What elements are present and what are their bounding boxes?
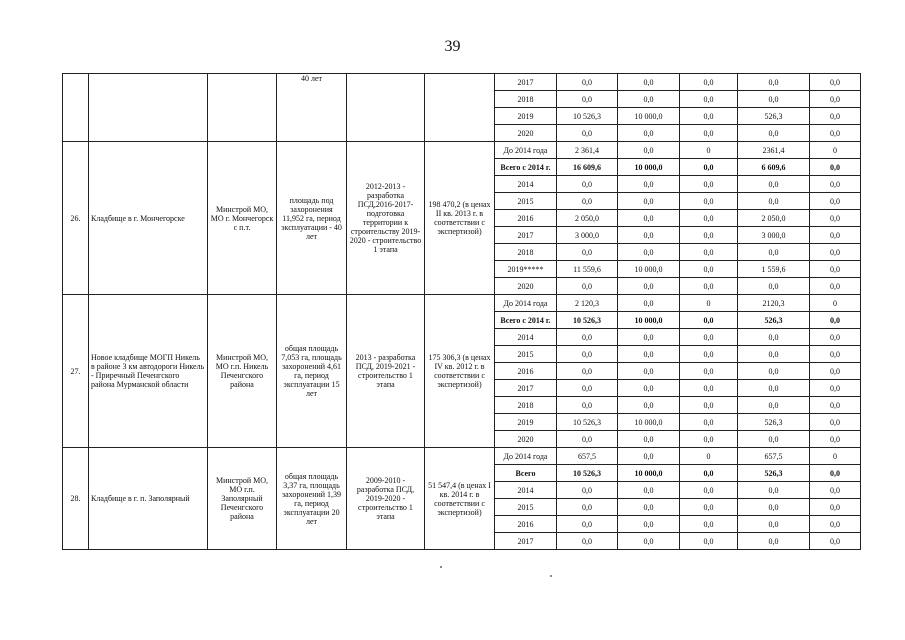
value-cell: 0,0	[680, 74, 738, 91]
value-cell: 16 609,6	[557, 159, 618, 176]
value-cell: 0,0	[680, 380, 738, 397]
row-label: 2016	[495, 363, 557, 380]
value-cell: 0,0	[810, 91, 861, 108]
value-cell: 3 000,0	[738, 227, 810, 244]
value-cell: 0,0	[680, 91, 738, 108]
row-label: 2014	[495, 176, 557, 193]
value-cell: 0,0	[810, 482, 861, 499]
value-cell: 0,0	[557, 431, 618, 448]
value-cell: 657,5	[738, 448, 810, 465]
value-cell: 526,3	[738, 312, 810, 329]
row-label: 2019	[495, 108, 557, 125]
value-cell: 0,0	[680, 533, 738, 550]
table-body	[63, 74, 861, 550]
value-cell: 0,0	[557, 74, 618, 91]
value-cell: 0	[680, 142, 738, 159]
value-cell: 0,0	[738, 244, 810, 261]
value-cell: 0,0	[618, 74, 680, 91]
value-cell: 526,3	[738, 108, 810, 125]
value-cell: 0,0	[810, 380, 861, 397]
row-label: 2019	[495, 414, 557, 431]
row-label: 2020	[495, 278, 557, 295]
value-cell: 0,0	[618, 142, 680, 159]
table-row	[63, 448, 861, 465]
value-cell: 6 609,6	[738, 159, 810, 176]
value-cell: 0,0	[810, 125, 861, 142]
value-cell: 0,0	[810, 414, 861, 431]
value-cell: 10 526,3	[557, 312, 618, 329]
row-label: 2015	[495, 193, 557, 210]
row-label: 2014	[495, 329, 557, 346]
value-cell: 0,0	[618, 397, 680, 414]
value-cell: 0,0	[810, 227, 861, 244]
value-cell: 0,0	[680, 125, 738, 142]
value-cell: 0,0	[557, 499, 618, 516]
value-cell: 0,0	[810, 176, 861, 193]
value-cell: 0,0	[810, 193, 861, 210]
value-cell: 0,0	[680, 465, 738, 482]
cost-cell	[425, 74, 495, 142]
value-cell: 0,0	[680, 482, 738, 499]
value-cell: 0,0	[738, 363, 810, 380]
value-cell: 0,0	[810, 533, 861, 550]
name-cell: Кладбище в г. Мончегорске	[89, 142, 208, 295]
number-cell: 27.	[63, 295, 89, 448]
row-label: 2019*****	[495, 261, 557, 278]
value-cell: 0,0	[680, 363, 738, 380]
row-label: 2018	[495, 244, 557, 261]
value-cell: 0,0	[738, 482, 810, 499]
value-cell: 10 000,0	[618, 261, 680, 278]
value-cell: 0,0	[680, 414, 738, 431]
table-row	[63, 142, 861, 159]
customer-cell: Минстрой МО, МО г. Мончегорск с п.т.	[208, 142, 277, 295]
row-label: 2017	[495, 533, 557, 550]
value-cell: 0,0	[810, 261, 861, 278]
value-cell: 0,0	[680, 227, 738, 244]
row-label: Всего	[495, 465, 557, 482]
value-cell: 0,0	[557, 125, 618, 142]
value-cell: 0,0	[810, 244, 861, 261]
value-cell: 0,0	[738, 193, 810, 210]
value-cell: 0,0	[738, 397, 810, 414]
value-cell: 0,0	[618, 448, 680, 465]
value-cell: 0,0	[618, 295, 680, 312]
value-cell: 10 000,0	[618, 108, 680, 125]
value-cell: 1 559,6	[738, 261, 810, 278]
value-cell: 0,0	[738, 176, 810, 193]
row-label: 2015	[495, 499, 557, 516]
value-cell: 0,0	[738, 74, 810, 91]
value-cell: 0,0	[618, 91, 680, 108]
name-cell: Кладбище в г. п. Заполярный	[89, 448, 208, 550]
capacity-cell: общая площадь 3,37 га, площадь захоронений 1,39 га, период эксплуатации 20 лет	[277, 448, 347, 550]
value-cell: 0,0	[810, 431, 861, 448]
value-cell: 0,0	[810, 159, 861, 176]
value-cell: 0,0	[618, 363, 680, 380]
value-cell: 0	[810, 295, 861, 312]
row-label: 2017	[495, 227, 557, 244]
value-cell: 0,0	[557, 329, 618, 346]
value-cell: 0,0	[618, 482, 680, 499]
value-cell: 0,0	[680, 193, 738, 210]
name-cell	[89, 74, 208, 142]
value-cell: 0,0	[557, 193, 618, 210]
capacity-cell: общая площадь 7,053 га, площадь захоронений 4,61 га, период эксплуатации 15 лет	[277, 295, 347, 448]
value-cell: 0,0	[680, 431, 738, 448]
value-cell: 0,0	[618, 227, 680, 244]
value-cell: 0	[680, 448, 738, 465]
value-cell: 0,0	[810, 499, 861, 516]
value-cell: 0,0	[680, 278, 738, 295]
value-cell: 657,5	[557, 448, 618, 465]
row-label: 2015	[495, 346, 557, 363]
page-number: 39	[444, 38, 461, 55]
value-cell: 0,0	[738, 516, 810, 533]
value-cell: 0,0	[618, 278, 680, 295]
value-cell: 0,0	[618, 499, 680, 516]
value-cell: 0,0	[810, 329, 861, 346]
row-label: 2017	[495, 380, 557, 397]
row-label: До 2014 года	[495, 142, 557, 159]
value-cell: 0,0	[810, 465, 861, 482]
cost-cell: 198 470,2 (в ценах II кв. 2013 г. в соответствии с экспертизой)	[425, 142, 495, 295]
value-cell: 0,0	[557, 516, 618, 533]
value-cell: 0,0	[680, 516, 738, 533]
value-cell: 0,0	[810, 210, 861, 227]
value-cell: 0,0	[680, 329, 738, 346]
value-cell: 0,0	[557, 482, 618, 499]
value-cell: 0,0	[618, 244, 680, 261]
value-cell: 11 559,6	[557, 261, 618, 278]
scan-speck	[550, 575, 552, 577]
value-cell: 0,0	[618, 193, 680, 210]
value-cell: 0	[680, 295, 738, 312]
value-cell: 10 000,0	[618, 465, 680, 482]
value-cell: 0,0	[618, 176, 680, 193]
value-cell: 0,0	[680, 244, 738, 261]
cost-cell: 175 306,3 (в ценах IV кв. 2012 г. в соответствии с экспертизой)	[425, 295, 495, 448]
value-cell: 0,0	[738, 278, 810, 295]
stages-cell: 2013 - разработка ПСД, 2019-2021 - строительство 1 этапа	[347, 295, 425, 448]
value-cell: 0,0	[810, 108, 861, 125]
customer-cell: Минстрой МО, МО г.п. Никель Печенгского района	[208, 295, 277, 448]
row-label: 2018	[495, 91, 557, 108]
number-cell	[63, 74, 89, 142]
row-label: До 2014 года	[495, 295, 557, 312]
customer-cell	[208, 74, 277, 142]
value-cell: 0,0	[680, 159, 738, 176]
capacity-cell: площадь под захоронения 11,952 га, период эксплуатации - 40 лет	[277, 142, 347, 295]
value-cell: 0,0	[738, 125, 810, 142]
value-cell: 10 000,0	[618, 414, 680, 431]
value-cell: 0,0	[680, 176, 738, 193]
row-label: Всего с 2014 г.	[495, 159, 557, 176]
value-cell: 0,0	[557, 244, 618, 261]
value-cell: 0	[810, 142, 861, 159]
value-cell: 0,0	[680, 108, 738, 125]
row-label: 2017	[495, 74, 557, 91]
value-cell: 0,0	[557, 91, 618, 108]
value-cell: 0,0	[810, 74, 861, 91]
value-cell: 0,0	[557, 533, 618, 550]
value-cell: 0,0	[557, 278, 618, 295]
value-cell: 10 526,3	[557, 414, 618, 431]
value-cell: 0,0	[680, 210, 738, 227]
value-cell: 0,0	[618, 346, 680, 363]
cost-cell: 51 547,4 (в ценах I кв. 2014 г. в соответствии с экспертизой)	[425, 448, 495, 550]
value-cell: 2120,3	[738, 295, 810, 312]
value-cell: 0,0	[810, 346, 861, 363]
value-cell: 0,0	[738, 329, 810, 346]
value-cell: 0,0	[810, 312, 861, 329]
value-cell: 10 000,0	[618, 312, 680, 329]
value-cell: 2 050,0	[557, 210, 618, 227]
value-cell: 0,0	[618, 210, 680, 227]
value-cell: 2 050,0	[738, 210, 810, 227]
table-row	[63, 295, 861, 312]
value-cell: 10 526,3	[557, 465, 618, 482]
number-cell: 28.	[63, 448, 89, 550]
name-cell: Новое кладбище МОГП Никель в районе 3 км автодороги Никель - Приречный Печенгского района Мурманской области	[89, 295, 208, 448]
row-label: 2020	[495, 431, 557, 448]
value-cell: 2 120,3	[557, 295, 618, 312]
value-cell: 0,0	[557, 346, 618, 363]
customer-cell: Минстрой МО, МО г.п. Заполярный Печенгского района	[208, 448, 277, 550]
value-cell: 0,0	[618, 431, 680, 448]
funding-table	[62, 73, 861, 550]
value-cell: 526,3	[738, 414, 810, 431]
value-cell: 0,0	[810, 363, 861, 380]
value-cell: 0,0	[738, 346, 810, 363]
value-cell: 2361,4	[738, 142, 810, 159]
row-label: 2016	[495, 516, 557, 533]
value-cell: 0,0	[680, 397, 738, 414]
value-cell: 0,0	[738, 380, 810, 397]
value-cell: 0,0	[680, 261, 738, 278]
stages-cell: 2009-2010 - разработка ПСД, 2019-2020 - строительство 1 этапа	[347, 448, 425, 550]
value-cell: 0,0	[618, 329, 680, 346]
value-cell: 526,3	[738, 465, 810, 482]
value-cell: 2 361,4	[557, 142, 618, 159]
value-cell: 0,0	[810, 397, 861, 414]
value-cell: 0,0	[810, 278, 861, 295]
value-cell: 0,0	[557, 397, 618, 414]
value-cell: 0,0	[618, 125, 680, 142]
capacity-cell: 40 лет	[277, 74, 347, 142]
stages-cell: 2012-2013 - разработка ПСД,2016-2017- подготовка территории к строительству 2019-2020 - строительство 1 этапа	[347, 142, 425, 295]
value-cell: 0,0	[618, 516, 680, 533]
value-cell: 0,0	[618, 380, 680, 397]
value-cell: 0,0	[738, 533, 810, 550]
value-cell: 0,0	[738, 431, 810, 448]
row-label: До 2014 года	[495, 448, 557, 465]
value-cell: 0,0	[738, 91, 810, 108]
value-cell: 0,0	[557, 363, 618, 380]
value-cell: 0,0	[680, 346, 738, 363]
value-cell: 0	[810, 448, 861, 465]
value-cell: 0,0	[557, 176, 618, 193]
value-cell: 0,0	[810, 516, 861, 533]
value-cell: 0,0	[618, 533, 680, 550]
value-cell: 0,0	[680, 312, 738, 329]
value-cell: 0,0	[557, 380, 618, 397]
value-cell: 0,0	[738, 499, 810, 516]
number-cell: 26.	[63, 142, 89, 295]
scan-speck	[440, 566, 442, 568]
value-cell: 3 000,0	[557, 227, 618, 244]
value-cell: 10 526,3	[557, 108, 618, 125]
row-label: 2018	[495, 397, 557, 414]
row-label: 2016	[495, 210, 557, 227]
stages-cell	[347, 74, 425, 142]
row-label: Всего с 2014 г.	[495, 312, 557, 329]
row-label: 2020	[495, 125, 557, 142]
value-cell: 0,0	[680, 499, 738, 516]
value-cell: 10 000,0	[618, 159, 680, 176]
table-row	[63, 74, 861, 91]
row-label: 2014	[495, 482, 557, 499]
